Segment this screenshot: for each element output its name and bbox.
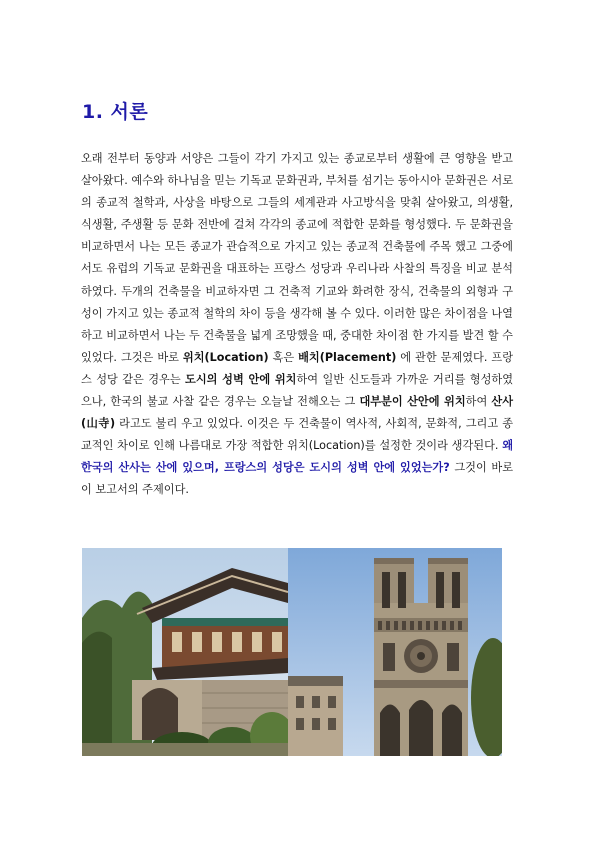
- emphasis-city-wall: 도시의 성벽 안에 위치: [185, 372, 297, 386]
- research-question: 왜 한국의 산사는 산에 있으며, 프랑스의 성당은 도시의 성벽 안에 있었는가?: [81, 439, 513, 475]
- text-run: 혹은: [268, 350, 299, 364]
- emphasis-sansa: 산사(山寺): [81, 395, 514, 431]
- text-run: 오래 전부터 동양과 서양은 그들이 각기 가지고 있는 종교로부터 생활에 큰 영향을 받고 살아왔다. 예수와 하나님을 믿는 기독교 문화권과, 부처를 섬기는 동아시아 문화권은 서로의 종교적 철학과, 사상을 바탕으로 그들의 세계관과 사고방식을 맞춰 살아왔고, 의생활, 식생활, 주생활 등 문화 전반에 걸쳐 각각의 종교에 적합한 문화를 형성했다. 두 문화권을 비교하면서 나는 모든 종교가 관습적으로 가지고 있는 종교적 건축물에 주목 했고 그중에서도 유럽의 기독교 문화권을 대표하는 프랑스 성당과 우리나라 사찰의 특징을 비교 분석 하였다. 두개의 건축물을 비교하자면 그 건축적 기교와 화려한 장식, 건축물의 외형과 구성이 가지고 있는 종교적 철학의 차이 등을 생각해 볼 수 있다. 이러한 많은 차이점을 나열하고 비교하면서 나는 두 건축물을 넓게 조망했을 때, 중대한 차이점 한 가지를 발견 할 수 있었다. 그것은 바로: [81, 152, 513, 364]
- text-run: 라고도 불리 우고 있었다. 이것은 두 건축물이 역사적, 사회적, 문화적, 그리고 종교적인 차이로 인해 나름대로 가장 적합한 위치(Location)를 설정한 것이라 생각된다.: [81, 417, 514, 453]
- photo-pair: [82, 548, 502, 756]
- text-run: 에 관한 문제였다. 프랑스 성당 같은 경우는: [81, 350, 513, 386]
- emphasis-mountain: 대부분이 산안에 위치: [359, 395, 466, 409]
- text-run: 그것이 바로 이 보고서의 주제이다.: [81, 461, 513, 497]
- notre-dame-photo: [288, 548, 502, 756]
- section-heading: 1. 서론: [82, 101, 149, 123]
- korean-temple-photo: [82, 548, 288, 756]
- text-run: 하여 일반 신도들과 가까운 거리를 형성하였으나, 한국의 불교 사찰 같은 경우는 오늘날 전해오는 그: [81, 372, 513, 409]
- text-run: 하여: [465, 395, 492, 409]
- emphasis-placement: 배치(Placement): [298, 350, 397, 364]
- emphasis-location: 위치(Location): [182, 350, 269, 364]
- body-paragraph: [81, 148, 513, 502]
